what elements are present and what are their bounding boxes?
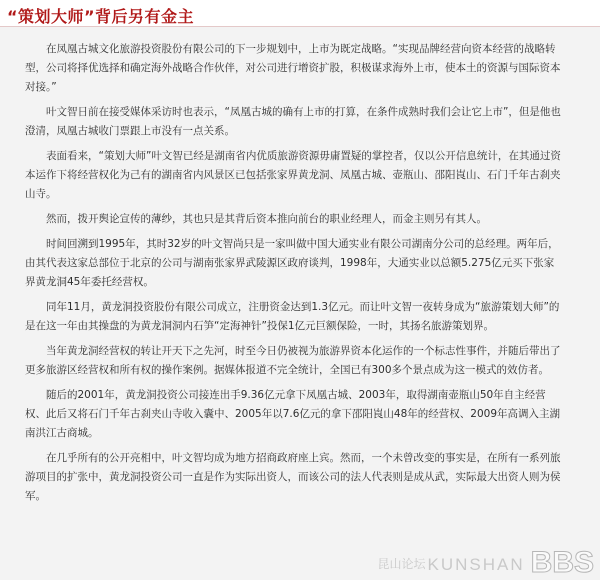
article-paragraph: 然而，拨开舆论宣传的薄纱，其也只是其背后资本推向前台的职业经理人，而金主则另有其人。: [46, 213, 487, 225]
watermark-cn-text: 昆山论坛: [377, 557, 426, 571]
watermark-bbs-logo: BBS: [530, 546, 594, 579]
forum-watermark: [378, 548, 594, 578]
article-paragraph: 时间回溯到1995年，其时32岁的叶文智尚只是一家叫做中国大通实业有限公司湖南分公司的总经理。两年后，由其代表这家总部位于北京的公司与湖南张家界武陵源区政府谈判，1998年，大通实业以总额5.275亿元买下张家界黄龙洞45年委托经营权。: [25, 238, 559, 288]
watermark-en-text: KUNSHAN: [427, 555, 525, 574]
article-body: [0, 27, 600, 580]
article-paragraph: 叶文智日前在接受媒体采访时也表示，“凤凰古城的确有上市的打算，在条件成熟时我们会让它上市”，但是他也澄清，凤凰古城收门票跟上市没有一点关系。: [25, 106, 561, 137]
title-bar: [0, 0, 600, 27]
article-paragraph: 在凤凰古城文化旅游投资股份有限公司的下一步规划中，上市为既定战略。“实现品牌经营向资本经营的战略转型，公司将择优选择和确定海外战略合作伙伴，对公司进行增资扩股，积极谋求海外上市，使本土的资源与国际资本对接。”: [25, 43, 561, 93]
article-paragraph: 在几乎所有的公开亮相中，叶文智均成为地方招商政府座上宾。然而，一个未曾改变的事实是，在所有一系列旅游项目的扩张中，黄龙洞投资公司一直是作为实际出资人，而该公司的法人代表则是成从武，实际最大出资人则为侯军。: [25, 452, 561, 502]
article-title: “策划大师”背后另有金主: [7, 7, 195, 26]
article-paragraph: 表面看来，“策划大师”叶文智已经是湖南省内优质旅游资源毋庸置疑的掌控者，仅以公开信息统计，在其通过资本运作下将经营权化为己有的湖南省内风景区已包括张家界黄龙洞、凤凰古城、壶瓶山、邵阳崀山、石门千年古刹夹山寺。: [25, 150, 561, 200]
article-paragraph: 随后的2001年，黄龙洞投资公司接连出手9.36亿元拿下凤凰古城、2003年，取得湖南壶瓶山50年自主经营权、此后又将石门千年古刹夹山寺收入囊中、2005年以7.6亿元的拿下邵阳崀山48年的经营权、2009年高调入主湖南洪江古商城。: [25, 389, 561, 439]
article-paragraph: 同年11月，黄龙洞投资股份有限公司成立，注册资金达到1.3亿元。而让叶文智一夜转身成为“旅游策划大师”的是在这一年由其操盘的为黄龙洞洞内石笋“定海神针”投保1亿元巨额保险，一时，其扬名旅游策划界。: [25, 301, 560, 332]
article-paragraph: 当年黄龙洞经营权的转让开天下之先河，时至今日仍被视为旅游界资本化运作的一个标志性事件，并随后带出了更多旅游区经营权和所有权的操作案例。据媒体报道不完全统计，全国已有300多个景点成为这一模式的效仿者。: [25, 345, 561, 376]
